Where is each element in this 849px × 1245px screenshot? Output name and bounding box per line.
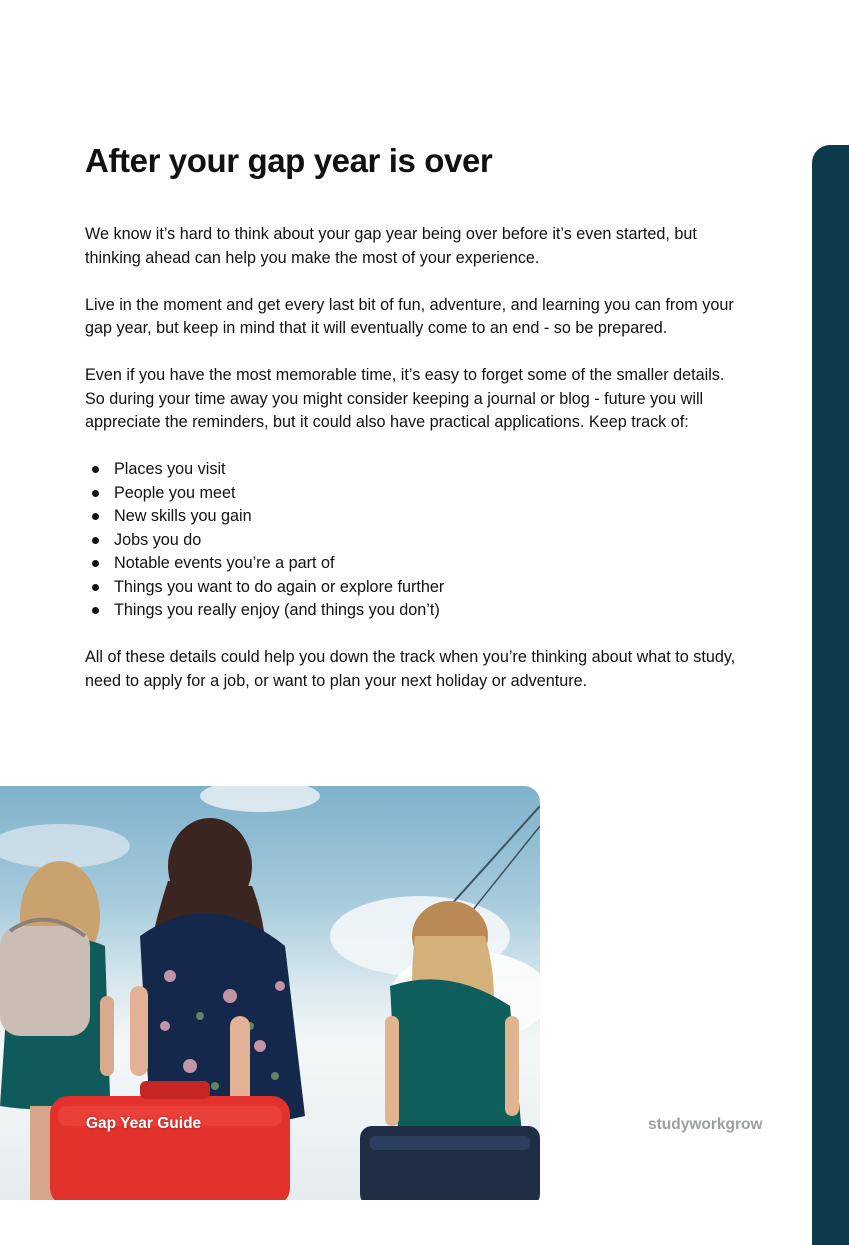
keep-track-list: [85, 458, 745, 623]
travelers-illustration: [0, 786, 540, 1200]
list-item-label: Places you visit: [114, 460, 226, 478]
accent-side-bar: [812, 145, 849, 1245]
paragraph-intro: We know it’s hard to think about your gap year being over before it’s even started, but thinking ahead can help you make the most of your experience.: [85, 225, 697, 267]
bullet-icon: [92, 537, 99, 544]
list-item-label: Notable events you’re a part of: [114, 554, 335, 572]
bullet-icon: [92, 560, 99, 567]
list-item: [114, 576, 745, 600]
list-item-label: New skills you gain: [114, 507, 252, 525]
list-item: [114, 482, 745, 506]
list-item: [114, 505, 745, 529]
bullet-icon: [92, 607, 99, 614]
travelers-photo: [0, 786, 540, 1200]
footer-guide-title: Gap Year Guide: [86, 1115, 202, 1132]
body-text: [85, 223, 745, 717]
bullet-icon: [92, 513, 99, 520]
list-item-label: Things you want to do again or explore further: [114, 577, 445, 596]
bullet-icon: [92, 584, 99, 591]
paragraph-keep-journal: Even if you have the most memorable time, it’s easy to forget some of the smaller details. So during your time away you might consider keeping a journal or blog - future you will appreciate the reminders, but it could also have practical applications. Keep track of:: [85, 366, 725, 431]
paragraph-live-in-moment: Live in the moment and get every last bit of fun, adventure, and learning you can from your gap year, but keep in mind that it will eventually come to an end - so be prepared.: [85, 295, 734, 337]
bullet-icon: [92, 490, 99, 497]
list-item-label: People you meet: [114, 483, 236, 502]
bullet-icon: [92, 466, 99, 473]
list-item-label: Jobs you do: [114, 530, 202, 549]
footer-brand: studyworkgrow: [648, 1116, 763, 1133]
list-item: [114, 458, 745, 482]
list-item: [114, 529, 745, 553]
list-item: [114, 552, 745, 576]
paragraph-closing: All of these details could help you down the track when you’re thinking about what to study, need to apply for a job, or want to plan your next holiday or adventure.: [85, 648, 736, 690]
list-item-label: Things you really enjoy (and things you don’t): [114, 601, 440, 619]
list-item: [114, 599, 745, 623]
page-title: After your gap year is over: [85, 142, 493, 179]
